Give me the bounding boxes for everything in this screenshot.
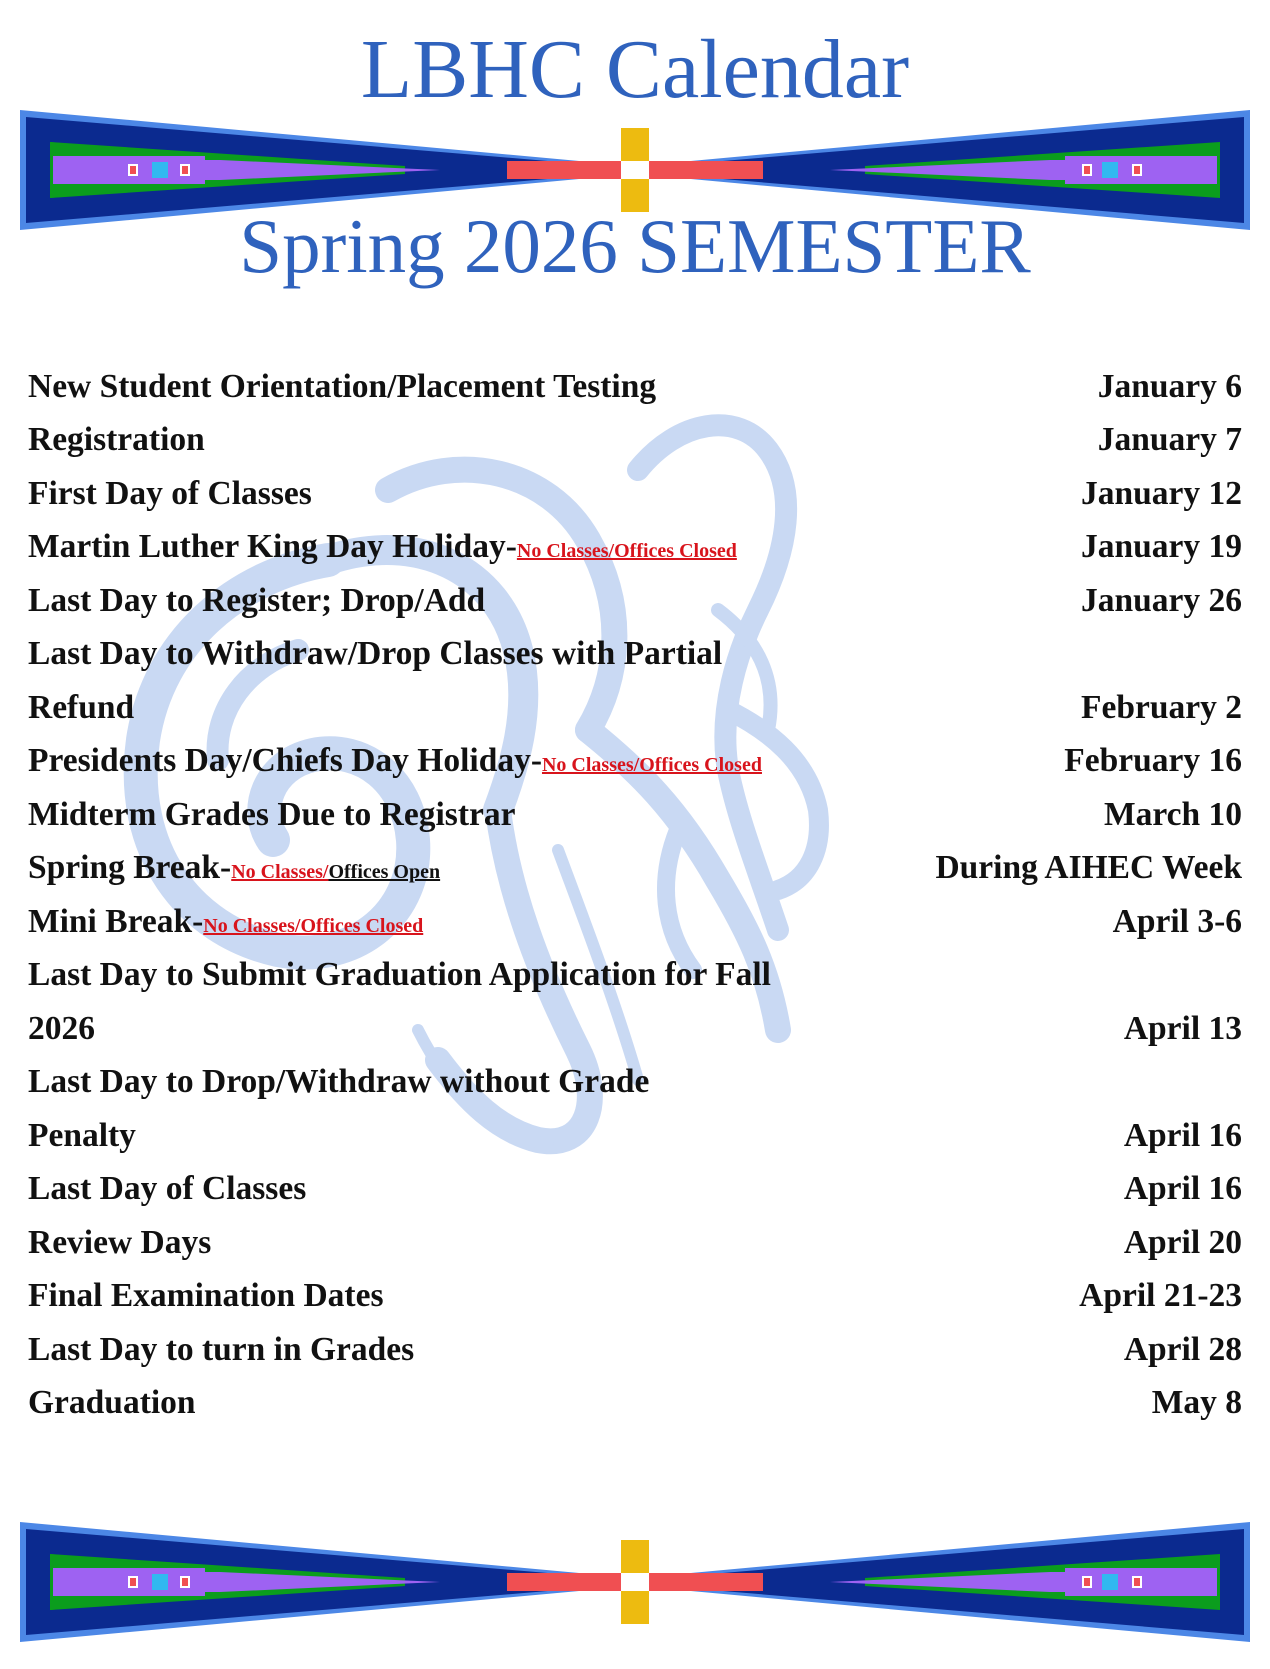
- event-label: Midterm Grades Due to Registrar: [28, 795, 516, 833]
- event-note: No Classes/Offices Closed: [516, 540, 737, 563]
- event-date: April 16: [1123, 1116, 1242, 1154]
- event-date: March 10: [1103, 795, 1242, 833]
- event-date: April 3-6: [1112, 902, 1242, 940]
- event-note-open: Offices Open: [328, 861, 441, 884]
- event-label: Graduation: [28, 1384, 196, 1422]
- event-date: April 13: [1123, 1009, 1242, 1047]
- event-label: Last Day to Withdraw/Drop Classes with Partial: [28, 635, 723, 673]
- page-title: LBHC Calendar: [360, 23, 910, 116]
- event-row: [28, 574, 1242, 628]
- event-date: January 19: [1080, 528, 1242, 566]
- event-label: Last Day to Drop/Withdraw without Grade: [28, 1063, 650, 1101]
- event-label: Review Days: [28, 1223, 212, 1261]
- event-label: Last Day to Register; Drop/Add: [28, 581, 486, 619]
- event-date: April 16: [1123, 1170, 1242, 1208]
- event-row: [28, 1216, 1242, 1270]
- event-row: [28, 788, 1242, 842]
- event-row: [28, 842, 1242, 896]
- event-note: No Classes/Offices Closed: [203, 914, 424, 937]
- event-row: [28, 681, 1242, 735]
- event-row: [28, 1002, 1242, 1056]
- bowtie-banner-bottom: [20, 1522, 1250, 1642]
- event-label: Martin Luther King Day Holiday-No Classes/Offices Closed: [28, 528, 737, 566]
- event-label: Last Day of Classes: [28, 1170, 307, 1208]
- event-label: 2026: [28, 1009, 95, 1047]
- event-row: [28, 1163, 1242, 1217]
- event-label: Last Day to Submit Graduation Application for Fall: [28, 956, 771, 994]
- event-row: [28, 1323, 1242, 1377]
- page-subtitle: Spring 2026 SEMESTER: [239, 203, 1031, 289]
- event-date: February 2: [1081, 688, 1242, 726]
- event-row: [28, 1270, 1242, 1324]
- event-row: [28, 1377, 1242, 1431]
- event-label: First Day of Classes: [28, 474, 312, 512]
- event-date: February 16: [1064, 742, 1242, 780]
- event-date: April 20: [1123, 1223, 1242, 1261]
- event-label: Spring Break-No Classes/Offices Open: [28, 849, 441, 887]
- event-row: [28, 735, 1242, 789]
- event-date: April 28: [1123, 1330, 1242, 1368]
- event-label: Presidents Day/Chiefs Day Holiday-No Classes/Offices Closed: [28, 742, 762, 780]
- event-note: No Classes/: [231, 861, 329, 884]
- event-label: Mini Break-No Classes/Offices Closed: [28, 902, 424, 940]
- event-date: January 26: [1080, 581, 1242, 619]
- event-row: [28, 628, 1242, 682]
- event-note: No Classes/Offices Closed: [541, 754, 762, 777]
- event-row: [28, 414, 1242, 468]
- event-label: New Student Orientation/Placement Testing: [28, 367, 657, 405]
- event-row: [28, 521, 1242, 575]
- event-row: [28, 360, 1242, 414]
- event-label: Registration: [28, 421, 205, 459]
- event-row: [28, 467, 1242, 521]
- event-label: Refund: [28, 688, 135, 726]
- event-label: Last Day to turn in Grades: [28, 1330, 415, 1368]
- event-row: [28, 1109, 1242, 1163]
- event-date: During AIHEC Week: [935, 849, 1242, 887]
- event-date: April 21-23: [1079, 1277, 1242, 1315]
- event-label: Final Examination Dates: [28, 1277, 384, 1315]
- event-row: [28, 1056, 1242, 1110]
- event-row: [28, 949, 1242, 1003]
- event-date: May 8: [1151, 1384, 1242, 1422]
- event-row: [28, 895, 1242, 949]
- events-list: [28, 360, 1242, 1430]
- event-date: January 7: [1097, 421, 1242, 459]
- event-label: Penalty: [28, 1116, 136, 1154]
- event-date: January 12: [1080, 474, 1242, 512]
- event-date: January 6: [1097, 367, 1242, 405]
